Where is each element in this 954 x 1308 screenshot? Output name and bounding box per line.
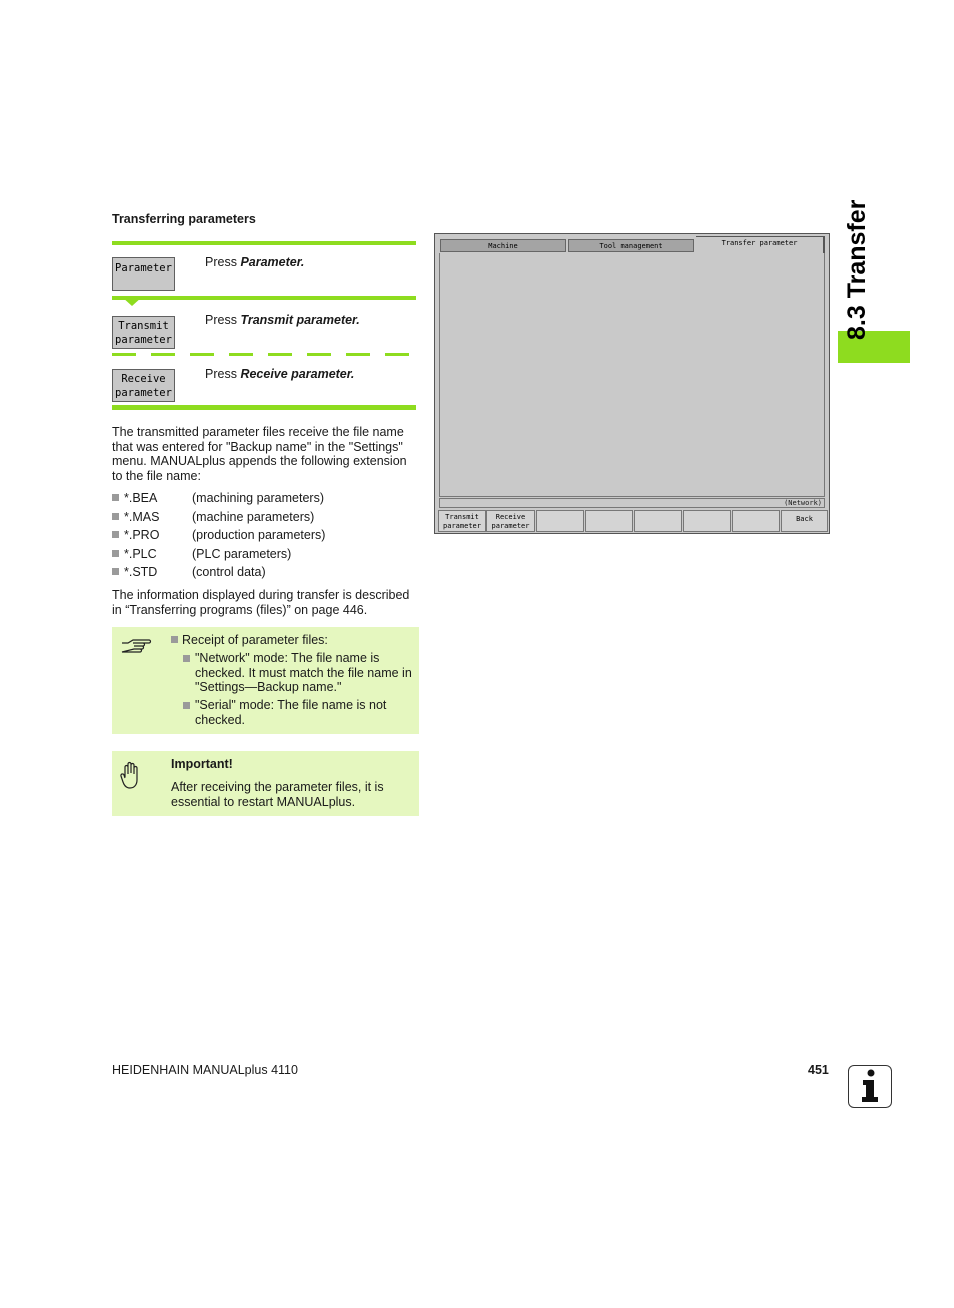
content-area [439,253,825,497]
green-rule [112,405,416,410]
step-1-text: Press Parameter. [205,255,305,269]
softkey-label: Parameter [115,262,172,274]
list-item: *.MAS (machine parameters) [112,510,159,524]
softkey-receive-parameter[interactable]: Receive parameter [486,510,535,532]
softkey-transmit-parameter[interactable]: Transmit parameter [438,510,486,532]
pointing-hand-icon [120,637,152,657]
important-text: After receiving the parameter files, it is essential to restart MANUALplus. [171,780,384,809]
note-item: "Serial" mode: The file name is not checked. [183,698,413,727]
dashed-rule [112,353,416,356]
green-rule [112,241,416,245]
status-text: (Network) [784,499,822,507]
status-bar [439,498,825,508]
softkey-empty[interactable] [634,510,682,532]
important-box [112,751,419,816]
note-item: "Network" mode: The file name is checked. It must match the file name in "Settings—Backup name." [183,651,413,695]
intro-paragraph: The transmitted parameter files receive the file name that was entered for "Backup name" in the "Settings" menu. MANUALplus appends the following extension to the file name: [112,425,407,483]
info-paragraph: The information displayed during transfer is described in “Transferring programs (files)” on page 446. [112,588,410,617]
step-2-text: Press Transmit parameter. [205,313,360,327]
parameter-softkey [112,257,175,291]
softkey-empty[interactable] [732,510,780,532]
green-rule [112,296,416,300]
softkey-label: Transmit [118,320,169,332]
footer-text: HEIDENHAIN MANUALplus 4110 [112,1063,298,1077]
control-screen [434,233,830,534]
tab-transfer-parameter[interactable]: Transfer parameter [696,236,825,253]
receive-parameter-softkey [112,369,175,402]
list-item: *.BEA (machining parameters) [112,491,157,505]
note-heading: Receipt of parameter files: [171,633,328,648]
arrow-down-icon [122,297,142,306]
note-box [112,627,419,734]
softkey-back[interactable]: Back [781,510,828,532]
softkey-empty[interactable] [536,510,584,532]
list-item: *.STD (control data) [112,565,157,579]
tab-machine[interactable]: Machine [440,239,566,252]
page-number: 451 [808,1063,829,1077]
raised-hand-icon [120,761,142,791]
list-item: *.PLC (PLC parameters) [112,547,157,561]
step-3-text: Press Receive parameter. [205,367,355,381]
list-item: *.PRO (production parameters) [112,528,159,542]
softkey-label: parameter [115,387,172,399]
softkey-label: Receive [121,373,166,385]
softkey-label: parameter [115,334,172,346]
chapter-title: 8.3 Transfer [843,199,871,340]
important-title: Important! [171,757,233,771]
info-icon [848,1065,892,1108]
transmit-parameter-softkey [112,316,175,349]
softkey-empty[interactable] [683,510,731,532]
section-title: Transferring parameters [112,212,256,226]
tab-tool-management[interactable]: Tool management [568,239,694,252]
softkey-empty[interactable] [585,510,633,532]
